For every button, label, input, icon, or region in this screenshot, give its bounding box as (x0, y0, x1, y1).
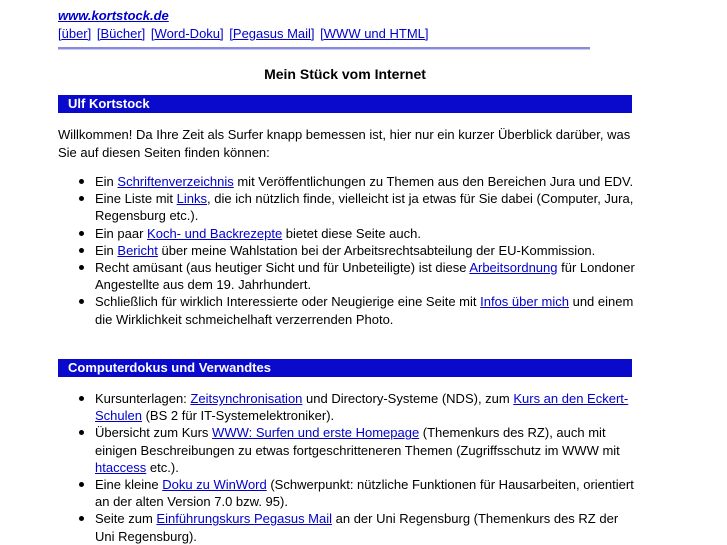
header-divider (58, 47, 590, 50)
link-kurs-eckert-schulen[interactable]: Kurs an den Eckert-Schulen (95, 391, 629, 424)
computerdokus-list (58, 390, 635, 545)
link-zeitsynchronisation[interactable]: Zeitsynchronisation (190, 391, 303, 406)
nav-link-www-html[interactable]: [WWW und HTML] (320, 26, 429, 41)
nav-link-ueber[interactable]: [über] (58, 26, 92, 41)
bullet-icon (79, 482, 84, 487)
bullet-icon (79, 231, 84, 236)
link-infos-ueber-mich[interactable]: Infos über mich (480, 294, 569, 310)
bullet-icon (79, 248, 84, 253)
link-bericht[interactable]: Bericht (117, 242, 158, 258)
list-item: Kursunterlagen: Zeitsynchronisation und Directory-Systeme (NDS), zum Kurs an den Eckert-Schulen (BS 2 für IT-Systemelektroniker). (95, 390, 635, 424)
list-item: Übersicht zum Kurs WWW: Surfen und erste Homepage (Themenkurs des RZ), auch mit einigen Beschreibungen zu etwas fortgeschritteneren Themen (Zugriffsschutz im WWW mit htaccess etc.). (95, 424, 635, 476)
section-heading-computerdokus: Computerdokus und Verwandtes (58, 359, 632, 377)
bullet-icon (79, 396, 84, 401)
link-htaccess[interactable]: htaccess (95, 459, 147, 475)
list-item: Schließlich für wirklich Interessierte oder Neugierige eine Seite mit Infos über mich und einem die Wirklichkeit schmeichelhaft verzerrenden Photo. (95, 293, 635, 327)
overview-list (58, 173, 635, 328)
bullet-icon (79, 299, 84, 304)
link-www-surfen-homepage[interactable]: WWW: Surfen und erste Homepage (212, 425, 420, 441)
bullet-icon (79, 265, 84, 270)
bullet-icon (79, 179, 84, 184)
nav-link-pegasus-mail[interactable]: [Pegasus Mail] (229, 26, 315, 41)
list-item: Ein paar Koch- und Backrezepte bietet diese Seite auch. (95, 225, 635, 242)
list-item: Eine kleine Doku zu WinWord (Schwerpunkt: nützliche Funktionen für Hausarbeiten, orientiert an der alten Version 7.0 bzw. 95). (95, 476, 635, 510)
list-item: Recht amüsant (aus heutiger Sicht und für Unbeteiligte) ist diese Arbeitsordnung für Londoner Angestellte aus dem 19. Jahrhundert. (95, 259, 635, 293)
bullet-icon (79, 516, 84, 521)
nav-link-buecher[interactable]: [Bücher] (96, 26, 146, 41)
site-home-link[interactable]: www.kortstock.de (58, 8, 169, 23)
list-item: Seite zum Einführungskurs Pegasus Mail an der Uni Regensburg (Themenkurs des RZ der Uni Regensburg). (95, 510, 635, 544)
bullet-icon (79, 196, 84, 201)
link-links[interactable]: Links (176, 191, 208, 207)
link-doku-winword[interactable]: Doku zu WinWord (162, 477, 267, 493)
intro-text: Willkommen! Da Ihre Zeit als Surfer knapp bemessen ist, hier nur ein kurzer Überblick darüber, was Sie auf diesen Seiten finden können: (58, 127, 631, 160)
top-navigation (58, 26, 431, 41)
bullet-icon (79, 430, 84, 435)
link-rezepte[interactable]: Koch- und Backrezepte (147, 225, 283, 241)
list-item: Eine Liste mit Links, die ich nützlich finde, vielleicht ist ja etwas für Sie dabei (Computer, Jura, Regensburg etc.). (95, 190, 635, 224)
nav-link-word-doku[interactable]: [Word-Doku] (150, 26, 224, 41)
list-item: Ein Bericht über meine Wahlstation bei der Arbeitsrechtsabteilung der EU-Kommission. (95, 242, 635, 259)
link-arbeitsordnung[interactable]: Arbeitsordnung (469, 260, 558, 276)
list-item: Ein Schriftenverzeichnis mit Veröffentlichungen zu Themen aus den Bereichen Jura und EDV. (95, 173, 635, 190)
page-title: Mein Stück vom Internet (264, 66, 426, 82)
link-schriftenverzeichnis[interactable]: Schriftenverzeichnis (117, 174, 234, 189)
link-pegasus-mail-kurs[interactable]: Einführungskurs Pegasus Mail (156, 511, 333, 527)
section-heading-ulf-kortstock: Ulf Kortstock (58, 95, 632, 113)
